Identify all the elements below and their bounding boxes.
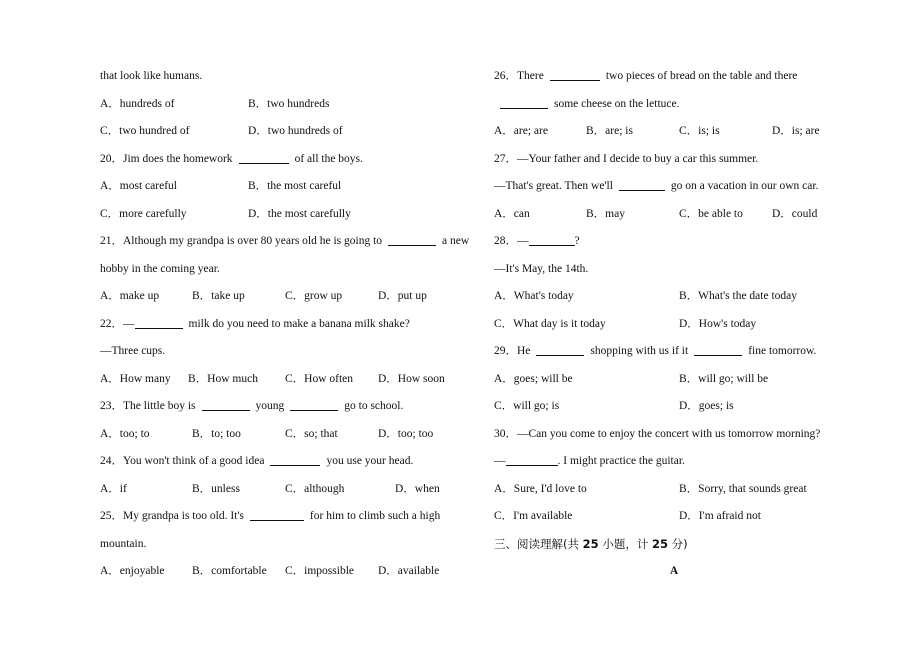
answer-blank — [500, 94, 548, 109]
q19-option-d: D．two hundreds of — [248, 125, 343, 137]
q29-option-b: B．will go; will be — [679, 372, 769, 385]
q23-option-a: A．too; to — [100, 427, 150, 440]
q20-option-d: D．the most carefully — [248, 207, 351, 220]
section-score: 25 — [651, 536, 668, 551]
section-count: 25 — [582, 536, 599, 551]
q26-text-cont: some cheese on the lettuce. — [554, 97, 680, 110]
q26-option-b: B．are; is — [586, 125, 633, 137]
q27-option-b: B．may — [586, 207, 625, 220]
q20-options-row1 — [100, 173, 493, 201]
q21-option-b: B．take up — [192, 290, 245, 302]
q21-option-c: C．grow up — [285, 290, 343, 302]
q21-option-d: D．put up — [378, 290, 427, 302]
q26-text-pre: 26．There — [494, 70, 544, 82]
answer-blank — [135, 314, 183, 329]
q23-option-c: C．so; that — [285, 427, 338, 440]
q22-text-pre: 22．— — [100, 317, 135, 330]
q26-option-a: A．are; are — [494, 125, 548, 137]
q29-text-post: fine tomorrow. — [748, 345, 817, 357]
q25-options — [100, 558, 493, 586]
section-text-mid: 小题，计 — [598, 536, 652, 551]
q19-continuation: that look like humans. — [100, 70, 203, 82]
q26-option-d: D．is; are — [772, 125, 820, 137]
q26-text-post: two pieces of bread on the table and there — [605, 70, 798, 82]
q27-option-d: D．could — [772, 207, 818, 220]
q25-option-b: B．comfortable — [192, 565, 267, 577]
q29-text-mid: shopping with us if it — [590, 345, 689, 357]
q22-option-b: B．How much — [188, 372, 258, 385]
q23-stem — [100, 393, 493, 421]
q23-option-d: D．too; too — [378, 427, 434, 440]
q24-option-b: B．unless — [192, 482, 240, 495]
q22-option-c: C．How often — [285, 372, 354, 385]
q29-options-row1 — [494, 366, 854, 394]
q24-stem — [100, 448, 493, 476]
q24-text-post: you use your head. — [326, 455, 414, 467]
left-column — [100, 63, 493, 586]
q30-option-a: A．Sure, I'd love to — [494, 482, 587, 495]
q28-stem — [494, 228, 854, 256]
answer-blank — [506, 451, 558, 466]
q30-option-d: D．I'm afraid not — [679, 510, 761, 522]
q23-text-post: go to school. — [344, 400, 404, 412]
q20-option-a: A．most careful — [100, 180, 177, 192]
q26-options — [494, 118, 854, 146]
q29-option-c: C．will go; is — [494, 400, 560, 412]
q19-options-row2 — [100, 118, 493, 146]
q29-text-pre: 29．He — [494, 345, 531, 357]
q26-option-c: C．is; is — [679, 125, 720, 137]
q29-option-d: D．goes; is — [679, 400, 734, 412]
section-heading-reading — [494, 531, 854, 559]
q20-options-row2 — [100, 201, 493, 229]
answer-blank — [536, 341, 584, 356]
q27-text-pre: —That's great. Then we'll — [494, 180, 613, 192]
q23-text-mid: young — [255, 400, 285, 412]
q25-text-post: for him to climb such a high — [309, 510, 441, 522]
q21-stem — [100, 228, 493, 256]
q30-text-post: . I might practice the guitar. — [557, 455, 685, 467]
q28-text-pre: 28．— — [494, 235, 529, 247]
q29-options-row2 — [494, 393, 854, 421]
q22-text-post: milk do you need to make a banana milk shake? — [188, 317, 410, 330]
q28-reply: —It's May, the 14th. — [494, 262, 589, 275]
q28-options-row1 — [494, 283, 854, 311]
q23-options — [100, 421, 493, 449]
q23-option-b: B．to; too — [192, 427, 241, 440]
q27-text-post: go on a vacation in our own car. — [670, 180, 819, 192]
q28-option-d: D．How's today — [679, 317, 757, 330]
q24-option-d: D．when — [395, 482, 440, 495]
q30-text-pre: — — [494, 455, 506, 467]
q25-option-a: A．enjoyable — [100, 565, 165, 577]
q30-option-c: C．I'm available — [494, 510, 573, 522]
q22-options — [100, 366, 493, 394]
section-text-post: 分) — [668, 536, 688, 551]
q28-text-post: ? — [574, 235, 580, 247]
answer-blank — [388, 231, 436, 246]
q21-option-a: A．make up — [100, 290, 160, 302]
q28-options-row2 — [494, 311, 854, 339]
q24-options — [100, 476, 493, 504]
q24-option-c: C．although — [285, 482, 345, 495]
q27-option-c: C．be able to — [679, 207, 743, 220]
answer-blank — [694, 341, 742, 356]
q26-continuation — [494, 91, 854, 119]
q20-stem — [100, 146, 493, 174]
q20-option-c: C．more carefully — [100, 207, 187, 220]
q26-stem — [494, 63, 854, 91]
q27-options — [494, 201, 854, 229]
q30-reply — [494, 448, 854, 476]
q22-option-d: D．How soon — [378, 372, 445, 385]
answer-blank — [202, 396, 250, 411]
q22-stem — [100, 311, 493, 339]
q30-stem: 30．—Can you come to enjoy the concert with us tomorrow morning? — [494, 427, 821, 440]
q25-text-pre: 25．My grandpa is too old. It's — [100, 510, 244, 522]
q19-option-a: A．hundreds of — [100, 97, 175, 110]
answer-blank — [619, 176, 665, 191]
section-text-pre: 三、阅读理解(共 — [494, 536, 583, 551]
q21-options — [100, 283, 493, 311]
right-column — [494, 63, 854, 586]
q23-text-pre: 23．The little boy is — [100, 400, 196, 412]
q28-option-a: A．What's today — [494, 290, 574, 302]
q21-text-post: a new — [442, 235, 470, 247]
q25-stem — [100, 503, 493, 531]
answer-blank — [290, 396, 338, 411]
q24-text-pre: 24．You won't think of a good idea — [100, 455, 265, 467]
answer-blank — [250, 506, 304, 521]
q22-option-a: A．How many — [100, 372, 171, 385]
q30-options-row1 — [494, 476, 854, 504]
q25-continuation: mountain. — [100, 537, 147, 550]
q24-option-a: A．if — [100, 482, 127, 495]
passage-label: A — [669, 565, 679, 577]
q22-reply: —Three cups. — [100, 345, 166, 357]
q29-stem — [494, 338, 854, 366]
q27-reply — [494, 173, 854, 201]
q20-option-b: B．the most careful — [248, 180, 342, 192]
q21-text-pre: 21．Although my grandpa is over 80 years old he is going to — [100, 235, 383, 247]
q28-option-b: B．What's the date today — [679, 290, 797, 302]
q25-option-d: D．available — [378, 565, 440, 577]
q28-option-c: C．What day is it today — [494, 317, 606, 330]
q25-option-c: C．impossible — [285, 565, 355, 577]
q19-option-b: B．two hundreds — [248, 97, 330, 110]
q27-stem: 27．—Your father and I decide to buy a car this summer. — [494, 152, 759, 165]
q29-option-a: A．goes; will be — [494, 372, 573, 385]
q19-option-c: C．two hundred of — [100, 125, 190, 137]
q30-options-row2 — [494, 503, 854, 531]
answer-blank — [270, 451, 320, 466]
q30-option-b: B．Sorry, that sounds great — [679, 482, 807, 495]
q20-text-pre: 20．Jim does the homework — [100, 152, 233, 165]
answer-blank — [529, 231, 575, 246]
q20-text-post: of all the boys. — [294, 152, 363, 165]
q27-option-a: A．can — [494, 207, 530, 220]
q19-options-row1 — [100, 91, 493, 119]
answer-blank — [239, 149, 289, 164]
q21-continuation: hobby in the coming year. — [100, 262, 220, 275]
answer-blank — [550, 66, 600, 81]
